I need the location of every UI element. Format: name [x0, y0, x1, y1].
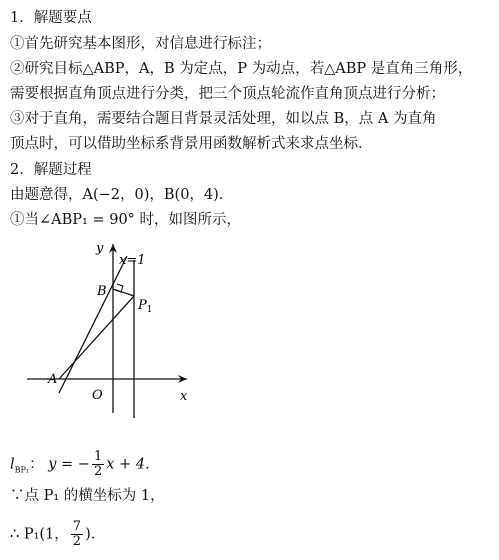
given-coordinates: 由题意得，A(−2，0)，B(0，4)． [10, 187, 234, 203]
point-3-text: ③对于直角，需要结合题目背景灵活处理，如以点 B，点 A 为直角 [10, 111, 437, 127]
P1-coordinates-result: ∴ P₁(1， $\frac{7}{2}$ )． [10, 519, 106, 549]
label-x: x [180, 389, 188, 404]
fraction-seven-halves: $\frac{7}{2}$ [72, 519, 82, 549]
point-1-text: ①首先研究基本图形，对信息进行标注； [10, 36, 271, 52]
point-2-text: ②研究目标△ABP，A，B 为定点，P 为动点，若△ABP 是直角三角形， [10, 61, 473, 77]
line-BP1-equation: $l_{BP_1}$： y = − $\frac{1}{2}$ x + 4． [10, 449, 160, 479]
point-3-text-cont: 顶点时，可以借助坐标系背景用函数解析式来求点坐标． [10, 136, 373, 152]
label-B: B [97, 284, 107, 299]
heading-key-points: 1．解题要点 [10, 10, 92, 26]
line-AP1 [59, 296, 134, 379]
label-x-equals-1: x=1 [119, 253, 146, 268]
abscissa-statement: ∵点 P₁ 的横坐标为 1， [10, 488, 165, 504]
case-1-statement: ①当∠ABP₁ = 90° 时，如图所示， [10, 212, 242, 228]
point-2-text-cont: 需要根据直角顶点进行分类，把三个顶点轮流作直角顶点进行分析； [10, 86, 445, 102]
label-y: y [96, 241, 104, 256]
line-AB [59, 256, 127, 393]
fraction-one-half: $\frac{1}{2}$ [93, 449, 103, 479]
label-P1: $P_1$ [138, 298, 153, 315]
coordinate-figure [15, 238, 200, 423]
label-A: A [48, 372, 58, 387]
label-O: O [92, 388, 103, 403]
heading-solution-process: 2．解题过程 [10, 162, 92, 178]
